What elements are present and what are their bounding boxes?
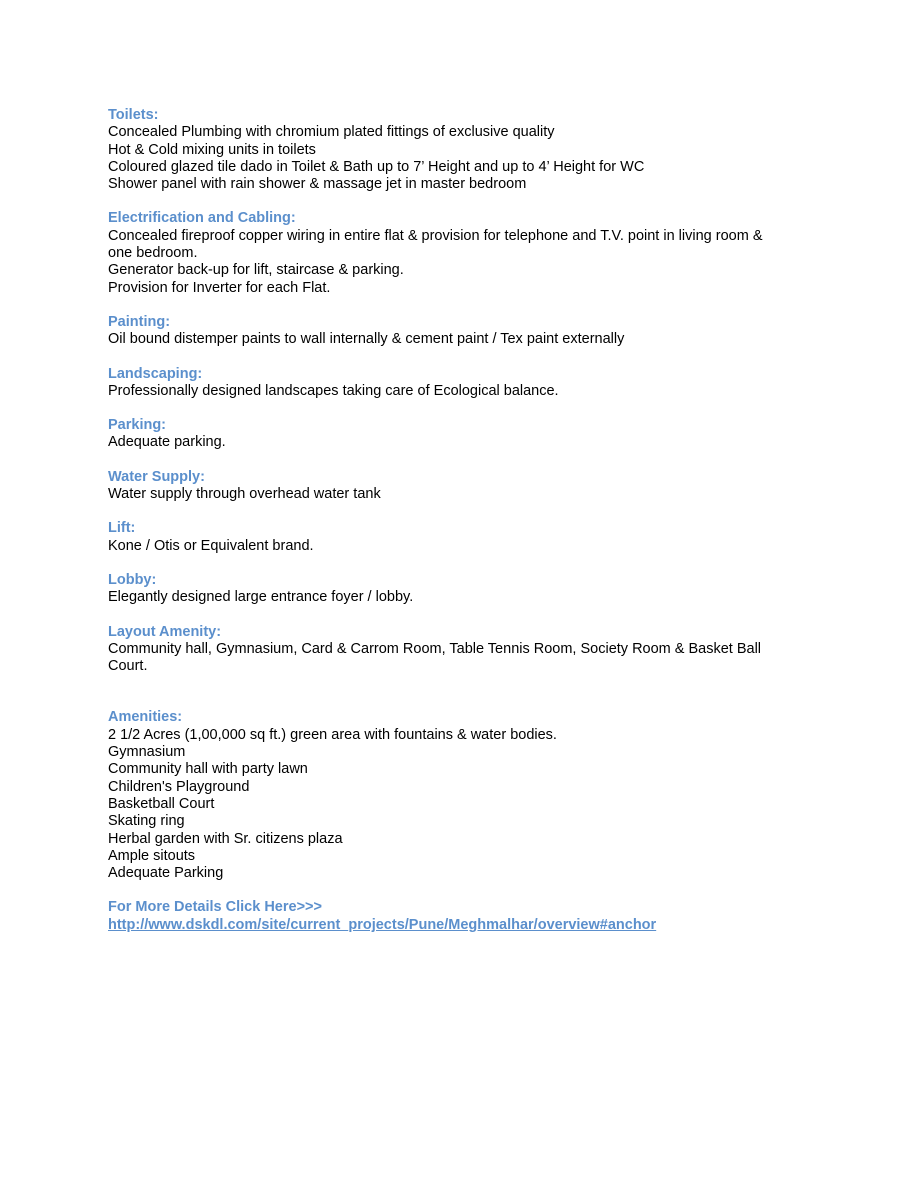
- section-heading: Parking:: [108, 417, 167, 434]
- section-line: Court.: [108, 658, 148, 675]
- section-lift: [108, 520, 808, 555]
- section-heading: Amenities:: [108, 709, 183, 726]
- section-heading: Lift:: [108, 520, 136, 537]
- section-water-supply: [108, 469, 808, 504]
- section-heading: Lobby:: [108, 571, 157, 588]
- amenity-item: Gymnasium: [108, 744, 186, 761]
- more-details-label: For More Details Click Here>>>: [108, 899, 322, 916]
- section-line: Water supply through overhead water tank: [108, 486, 381, 503]
- section-amenities: [108, 709, 808, 882]
- section-line: Provision for Inverter for each Flat.: [108, 279, 331, 296]
- section-line: Generator back-up for lift, staircase & parking.: [108, 262, 404, 279]
- section-heading: Toilets:: [108, 107, 159, 123]
- section-line: Concealed Plumbing with chromium plated fittings of exclusive quality: [108, 124, 555, 141]
- section-more-details: [108, 899, 808, 934]
- section-line: Oil bound distemper paints to wall internally & cement paint / Tex paint externally: [108, 331, 625, 348]
- section-heading: Landscaping:: [108, 365, 203, 382]
- section-heading: Painting:: [108, 313, 171, 330]
- amenity-item: Children's Playground: [108, 778, 250, 795]
- section-line: one bedroom.: [108, 245, 198, 262]
- amenity-item: Herbal garden with Sr. citizens plaza: [108, 830, 343, 847]
- section-landscaping: [108, 366, 808, 401]
- section-heading: Layout Amenity:: [108, 623, 222, 640]
- section-painting: [108, 314, 808, 349]
- section-lobby: [108, 572, 808, 607]
- section-line: Concealed fireproof copper wiring in entire flat & provision for telephone and T.V. point in living room &: [108, 227, 763, 244]
- section-line: Kone / Otis or Equivalent brand.: [108, 537, 314, 554]
- section-line: Professionally designed landscapes taking care of Ecological balance.: [108, 382, 559, 399]
- amenity-item: Ample sitouts: [108, 847, 196, 864]
- amenity-item: Skating ring: [108, 813, 185, 830]
- section-heading: Water Supply:: [108, 468, 205, 485]
- section-line: Adequate parking.: [108, 434, 226, 451]
- amenity-item: Adequate Parking: [108, 865, 224, 882]
- section-electrification: [108, 210, 808, 296]
- project-overview-link[interactable]: http://www.dskdl.com/site/current_projects/Pune/Meghmalhar/overview#anchor: [108, 916, 657, 933]
- section-toilets: [108, 107, 808, 193]
- section-heading: Electrification and Cabling:: [108, 210, 296, 227]
- blank-line: [108, 692, 808, 709]
- section-parking: [108, 417, 808, 452]
- amenity-item: Basketball Court: [108, 795, 215, 812]
- section-layout-amenity: [108, 624, 808, 676]
- document-page: [108, 107, 808, 951]
- section-line: Coloured glazed tile dado in Toilet & Bath up to 7’ Height and up to 4’ Height for WC: [108, 158, 645, 175]
- section-line: Community hall, Gymnasium, Card & Carrom Room, Table Tennis Room, Society Room & Basket Ball: [108, 640, 762, 657]
- section-line: Shower panel with rain shower & massage jet in master bedroom: [108, 176, 527, 193]
- amenity-item: 2 1/2 Acres (1,00,000 sq ft.) green area with fountains & water bodies.: [108, 726, 557, 743]
- section-line: Hot & Cold mixing units in toilets: [108, 141, 316, 158]
- amenity-item: Community hall with party lawn: [108, 761, 308, 778]
- section-line: Elegantly designed large entrance foyer / lobby.: [108, 589, 414, 606]
